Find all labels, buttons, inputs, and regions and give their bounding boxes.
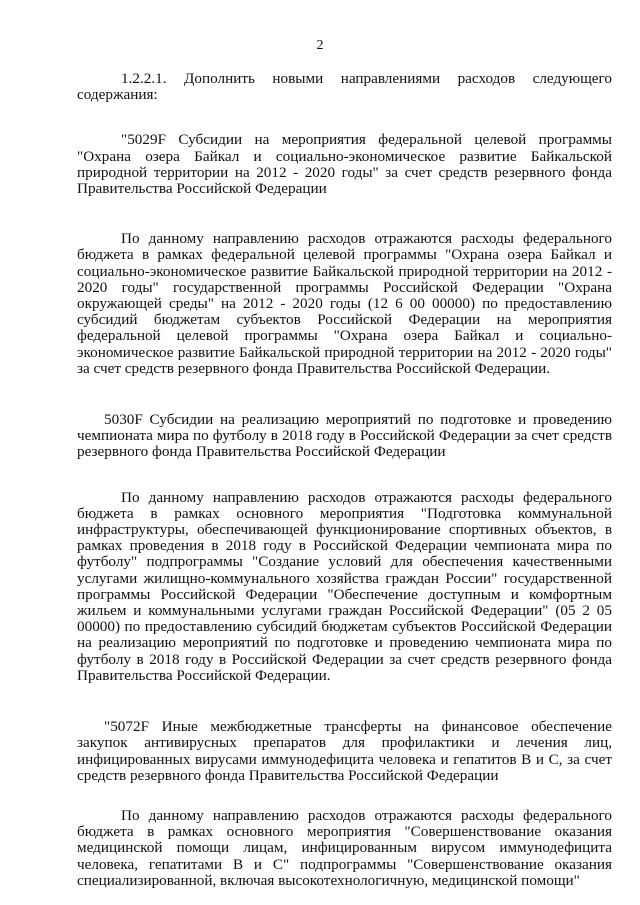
paragraph-5030f-description: По данному направлению расходов отражаются расходы федерального бюджета в рамках основного мероприятия "Подготовка коммунальной инфраструктуры, обеспечивающей функционирование спортивных объектов, в рамках проведения в 2018 году в Российской Федерации чемпионата мира по футболу" подпрограммы "Создание условий для обеспечения качественными услугами жилищно-коммунального хозяйства граждан России" государственной программы Российской Федерации "Обеспечение доступным и комфортным жильем и коммунальными услугами граждан Российской Федерации" (05 2 05 00000) по предоставлению субсидий бюджетам субъектов Российской Федерации на реализацию мероприятий по подготовке и проведению чемпионата мира по футболу в 2018 году в Российской Федерации за счет средств резервного фонда Правительства Российской Федерации. xyxy=(77,488,612,684)
paragraph-5030f-title: 5030F Субсидии на реализацию мероприятий по подготовке и проведению чемпионата мира по футболу в 2018 году в Российской Федерации за счет средств резервного фонда Правительства Российской Федерации xyxy=(77,411,612,461)
paragraph-section-1-2-2-1: 1.2.2.1. Дополнить новыми направлениями расходов следующего содержания: xyxy=(77,70,612,104)
document-body xyxy=(77,71,612,889)
paragraph-5029f-description: По данному направлению расходов отражаются расходы федерального бюджета в рамках федеральной целевой программы "Охрана озера Байкал и социально-экономическое развитие Байкальской природной территории на 2012 - 2020 годы" государственной программы Российской Федерации "Охрана окружающей среды" на 2012 - 2020 годы (12 6 00 00000) по предоставлению субсидий бюджетам субъектов Российской Федерации на мероприятия федеральной целевой программы "Охрана озера Байкал и социально-экономическое развитие Байкальской природной территории на 2012 - 2020 годы" за счет средств резервного фонда Правительства Российской Федерации. xyxy=(77,230,612,377)
paragraph-5072f-description: По данному направлению расходов отражаются расходы федерального бюджета в рамках основного мероприятия "Совершенствование оказания медицинской помощи лицам, инфицированным вирусом иммунодефицита человека, гепатитами В и С" подпрограммы "Совершенствование оказания специализированной, включая высокотехнологичную, медицинской помощи" xyxy=(77,806,612,889)
paragraph-5029f-title: "5029F Субсидии на мероприятия федеральной целевой программы "Охрана озера Байкал и социально-экономическое развитие Байкальской природной территории на 2012 - 2020 годы" за счет средств резервного фонда Правительства Российской Федерации xyxy=(77,131,612,198)
paragraph-5072f-title: "5072F Иные межбюджетные трансферты на финансовое обеспечение закупок антивирусных препаратов для профилактики и лечения лиц, инфицированных вирусами иммунодефицита человека и гепатитов В и С, за счет средств резервного фонда Правительства Российской Федерации xyxy=(77,718,612,784)
page-number: 2 xyxy=(316,38,324,53)
